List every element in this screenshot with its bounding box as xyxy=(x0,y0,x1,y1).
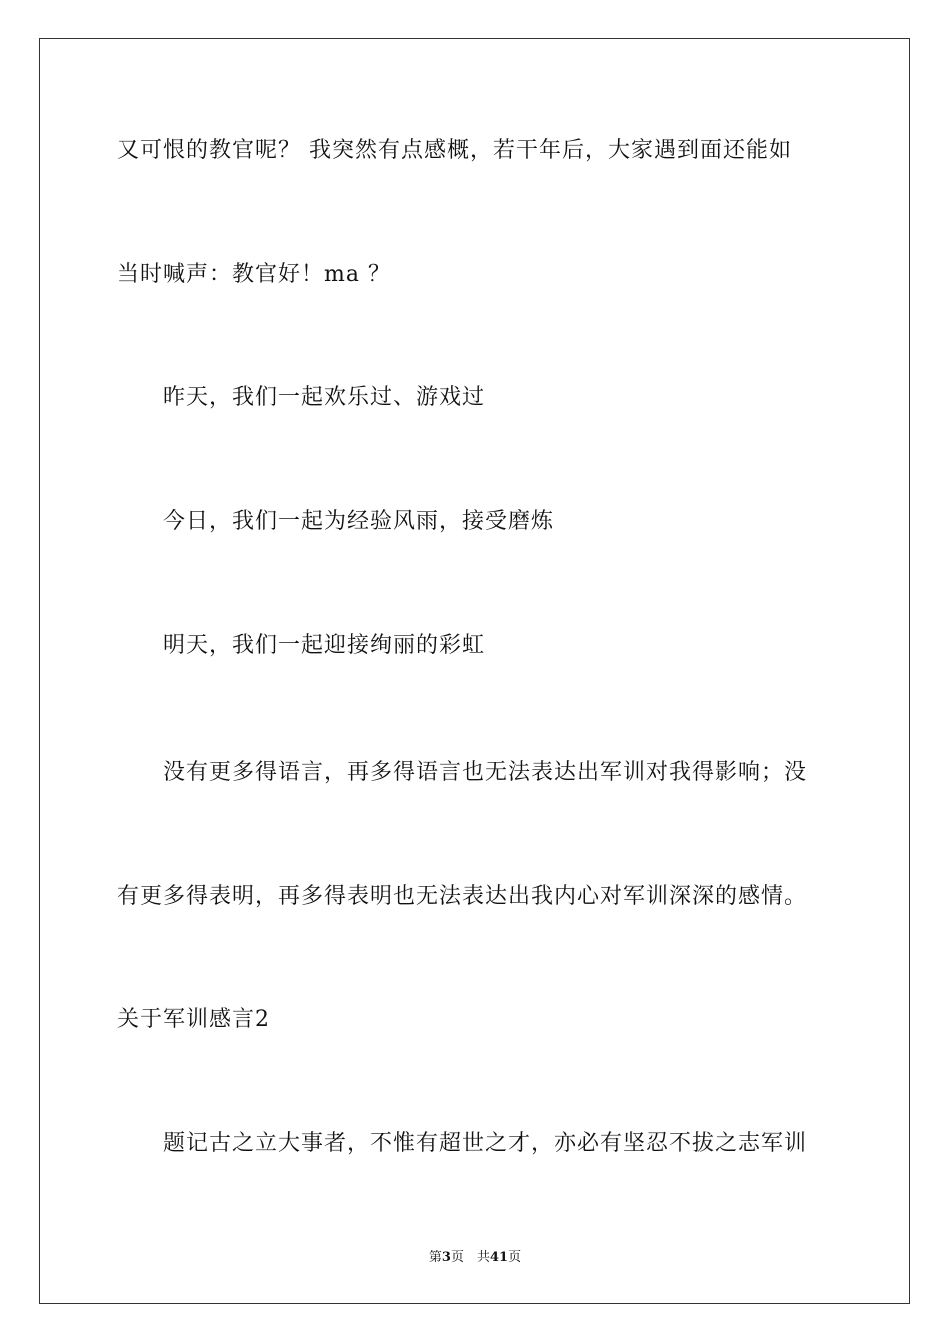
footer-prefix: 第 xyxy=(428,1250,442,1265)
page-footer xyxy=(0,1246,950,1265)
page-frame xyxy=(39,38,910,1304)
paragraph-line-4: 今日，我们一起为经验风雨，接受磨炼 xyxy=(163,509,555,534)
footer-current-page: 3 xyxy=(441,1250,451,1265)
paragraph-line-1: 又可恨的教官呢？ 我突然有点感概，若干年后，大家遇到面还能如 xyxy=(117,138,792,163)
footer-suffix: 页 xyxy=(508,1250,522,1265)
section-heading: 关于军训感言2 xyxy=(117,1007,270,1032)
paragraph-line-2: 当时喊声：教官好！ma ？ xyxy=(117,262,391,287)
footer-middle: 页 共 xyxy=(450,1250,490,1265)
paragraph-line-8: 题记古之立大事者，不惟有超世之才，亦必有坚忍不拔之志军训 xyxy=(163,1131,808,1156)
paragraph-line-7: 有更多得表明，再多得表明也无法表达出我内心对军训深深的感情。 xyxy=(117,884,808,909)
paragraph-line-6: 没有更多得语言，再多得语言也无法表达出军训对我得影响；没 xyxy=(163,760,808,785)
paragraph-line-5: 明天，我们一起迎接绚丽的彩虹 xyxy=(163,633,486,658)
paragraph-line-3: 昨天，我们一起欢乐过、游戏过 xyxy=(163,385,486,410)
footer-total-pages: 41 xyxy=(489,1250,509,1265)
